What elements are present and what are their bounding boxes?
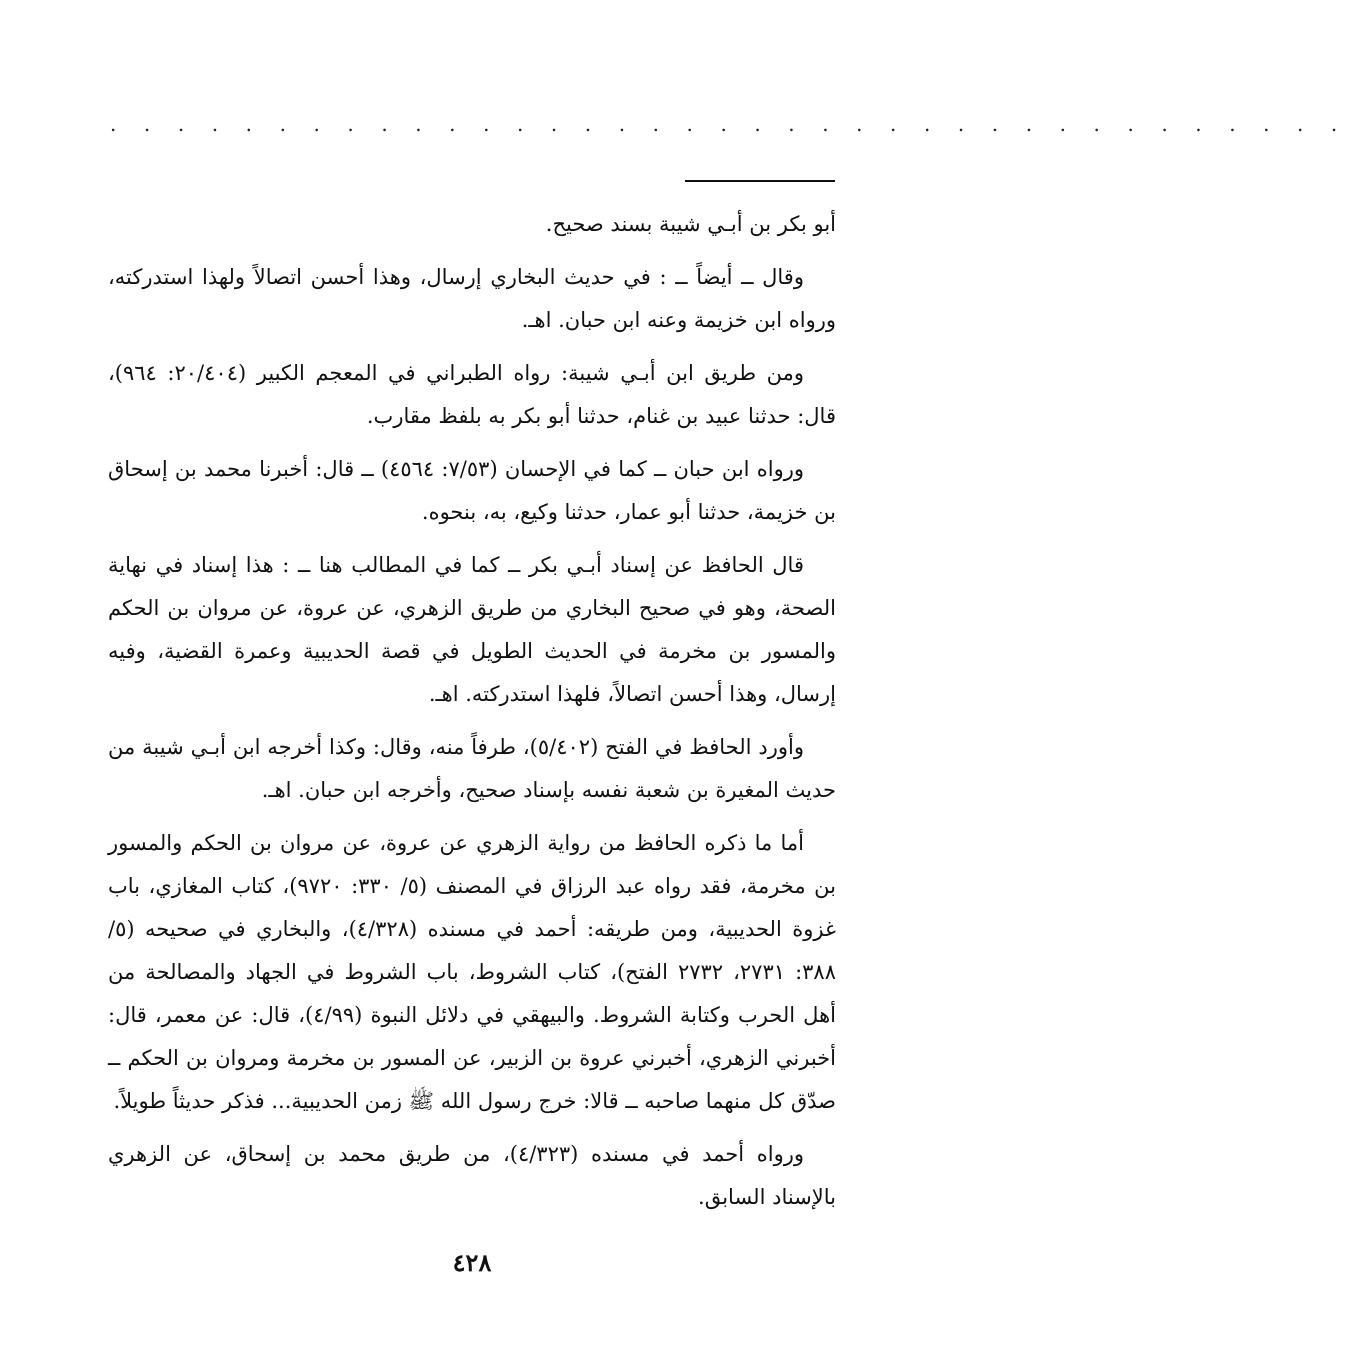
footnote-paragraph: أبو بكر بن أبـي شيبة بسند صحيح.: [545, 212, 836, 236]
footnote-block: [108, 203, 836, 1229]
dotted-separator: . . . . . . . . . . . . . . . . . . . . . . . . . . . . . . . . . . . . .: [110, 112, 1348, 136]
footnote-paragraph: وأورد الحافظ في الفتح (٥/٤٠٢)، طرفاً منه، وقال: وكذا أخرجه ابن أبـي شيبة من حديث المغيرة بن شعبة نفسه بإسناد صحيح، وأخرجه ابن حبان. اهـ.: [108, 735, 836, 802]
footnote-paragraph: ورواه أحمد في مسنده (٤/٣٢٣)، من طريق محمد بن إسحاق، عن الزهري بالإسناد السابق.: [108, 1142, 836, 1209]
footnote-rule: [685, 180, 835, 182]
page-number: ٤٢٨: [452, 1248, 492, 1277]
footnote-paragraph: ورواه ابن حبان ــ كما في الإحسان (٧/٥٣: ٤٥٦٤) ــ قال: أخبرنا محمد بن إسحاق بن خزيمة، حدثنا أبو عمار، حدثنا وكيع، به، بنحوه.: [108, 457, 836, 524]
footnote-paragraph: أما ما ذكره الحافظ من رواية الزهري عن عروة، عن مروان بن الحكم والمسور بن مخرمة، فقد رواه عبد الرزاق في المصنف (٥/ ٣٣٠: ٩٧٢٠)، كتاب المغازي، باب غزوة الحديبية، ومن طريقه: أحمد في مسنده (٤/٣٢٨)، والبخاري في صحيحه (٥/ ٣٨٨: ٢٧٣١، ٢٧٣٢ الفتح)، كتاب الشروط، باب الشروط في الجهاد والمصالحة من أهل الحرب وكتابة الشروط. والبيهقي في دلائل النبوة (٤/٩٩)، قال: عن معمر، قال: أخبرني الزهري، أخبرني عروة بن الزبير، عن المسور بن مخرمة ومروان بن الحكم ــ صدّق كل منهما صاحبه ــ قالا: خرج رسول الله ﷺ زمن الحديبية... فذكر حديثاً طويلاً.: [108, 831, 836, 1113]
footnote-paragraph: ومن طريق ابن أبـي شيبة: رواه الطبراني في المعجم الكبير (٢٠/٤٠٤: ٩٦٤)، قال: حدثنا عبيد بن غنام، حدثنا أبو بكر به بلفظ مقارب.: [108, 361, 836, 428]
footnote-paragraph: وقال ــ أيضاً ــ : في حديث البخاري إرسال، وهذا أحسن اتصالاً ولهذا استدركته، ورواه ابن خزيمة وعنه ابن حبان. اهـ.: [108, 265, 836, 332]
footnote-paragraph: قال الحافظ عن إسناد أبـي بكر ــ كما في المطالب هنا ــ : هذا إسناد في نهاية الصحة، وهو في صحيح البخاري من طريق الزهري، عن عروة، عن مروان بن الحكم والمسور بن مخرمة في الحديث الطويل في قصة الحديبية وعمرة القضية، وفيه إرسال، وهذا أحسن اتصالاً، فلهذا استدركته. اهـ.: [108, 553, 836, 706]
